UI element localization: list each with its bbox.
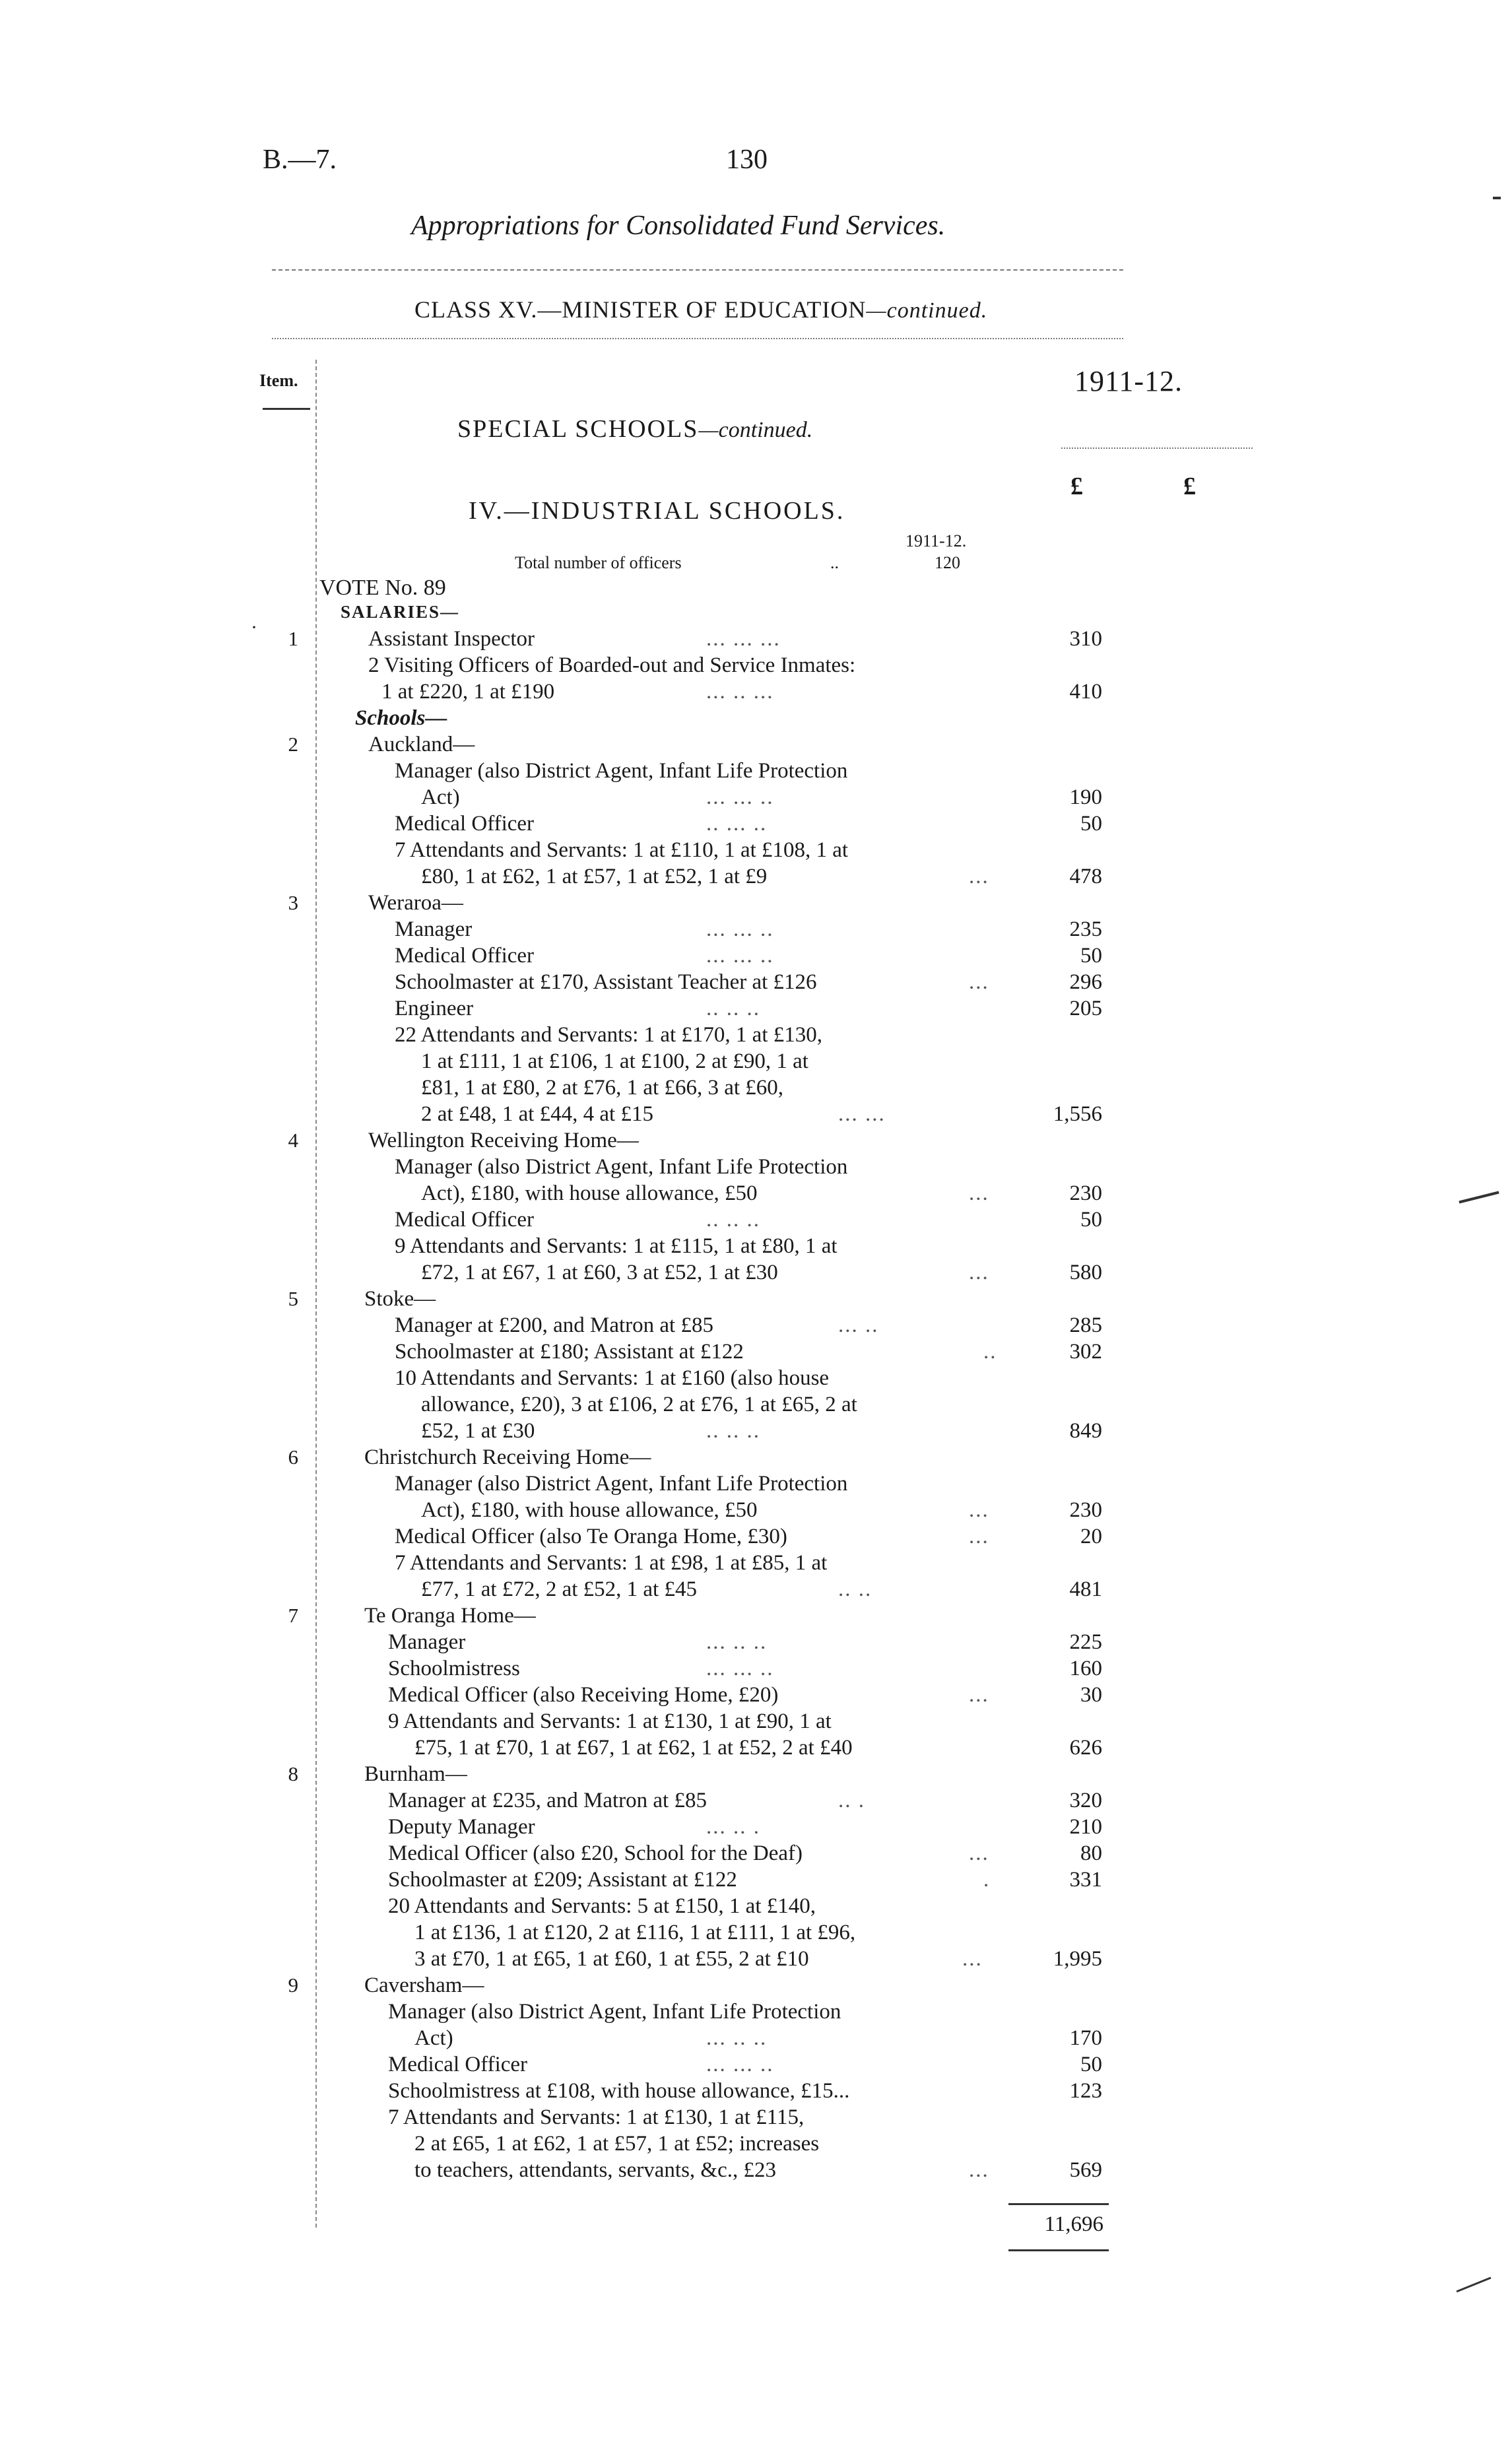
line-amount: 30 xyxy=(1080,1683,1102,1707)
item-column-divider xyxy=(315,360,317,2228)
item-number: 4 xyxy=(288,1129,298,1152)
item-number: 7 xyxy=(288,1604,298,1627)
leader-dots: .. .. xyxy=(838,1577,872,1601)
line-description: Burnham— xyxy=(364,1762,467,1786)
line-amount: 310 xyxy=(1069,627,1102,651)
leader-dots: ... xyxy=(969,970,989,994)
leader-dots: ... xyxy=(969,1181,989,1205)
leader-dots: .. .. .. xyxy=(706,997,760,1020)
currency-header-2: £ xyxy=(1183,473,1196,500)
page-title: Appropriations for Consolidated Fund Services. xyxy=(411,211,946,241)
leader-dots: ... xyxy=(969,865,989,888)
line-description: 22 Attendants and Servants: 1 at £170, 1 at £130, xyxy=(395,1023,822,1047)
line-amount: 849 xyxy=(1069,1419,1102,1443)
line-description: 2 at £48, 1 at £44, 4 at £15 xyxy=(421,1102,653,1126)
schools-heading: Schools— xyxy=(355,706,447,730)
leader-dots: ... xyxy=(969,1261,989,1284)
line-description: 1 at £136, 1 at £120, 2 at £116, 1 at £111, 1 at £96, xyxy=(414,1921,856,1944)
leader-dots: .. .. .. xyxy=(706,1419,760,1443)
line-description: £81, 1 at £80, 2 at £76, 1 at £66, 3 at £60, xyxy=(421,1076,784,1100)
line-description: Caversham— xyxy=(364,1973,484,1997)
leader-dots: ... ... xyxy=(838,1102,886,1126)
line-description: Act) xyxy=(414,2026,453,2050)
leader-dots: .. . xyxy=(838,1789,865,1812)
line-amount: 170 xyxy=(1069,2026,1102,2050)
leader-dots: .. .. .. xyxy=(706,1208,760,1232)
class-heading: CLASS XV.—MINISTER OF EDUCATION—continued. xyxy=(414,296,988,323)
line-description: 2 Visiting Officers of Boarded-out and Service Inmates: xyxy=(368,653,856,677)
line-description: Auckland— xyxy=(368,733,475,756)
line-description: £75, 1 at £70, 1 at £67, 1 at £62, 1 at £52, 2 at £40 xyxy=(414,1736,853,1760)
line-amount: 123 xyxy=(1069,2079,1102,2103)
leader-dots: ... .. .. xyxy=(706,1630,768,1654)
line-description: Weraroa— xyxy=(368,891,463,915)
officers-dots: .. xyxy=(830,553,839,572)
line-amount: 230 xyxy=(1069,1181,1102,1205)
line-description: 10 Attendants and Servants: 1 at £160 (also house xyxy=(395,1366,830,1390)
line-description: Medical Officer xyxy=(395,812,535,836)
line-description: £80, 1 at £62, 1 at £57, 1 at £52, 1 at £9 xyxy=(421,865,768,888)
officers-label: Total number of officers xyxy=(515,553,682,572)
line-description: 9 Attendants and Servants: 1 at £130, 1 at £90, 1 at xyxy=(388,1709,832,1733)
item-number: 2 xyxy=(288,733,298,756)
line-amount: 50 xyxy=(1080,1208,1102,1232)
leader-dots: ... ... .. xyxy=(706,944,774,968)
line-description: 9 Attendants and Servants: 1 at £115, 1 at £80, 1 at xyxy=(395,1234,838,1258)
line-amount: 230 xyxy=(1069,1498,1102,1522)
line-description: Medical Officer xyxy=(388,2053,528,2076)
leader-dots: ... ... .. xyxy=(706,917,774,941)
leader-dots: .. xyxy=(983,1340,997,1364)
line-amount: 569 xyxy=(1069,2158,1102,2182)
line-description: 7 Attendants and Servants: 1 at £110, 1 at £108, 1 at xyxy=(395,838,849,862)
line-description: Act), £180, with house allowance, £50 xyxy=(421,1181,758,1205)
item-number: 3 xyxy=(288,891,298,914)
officers-year: 1911-12. xyxy=(905,531,967,550)
line-amount: 302 xyxy=(1069,1340,1102,1364)
line-amount: 580 xyxy=(1069,1261,1102,1284)
line-amount: 1,556 xyxy=(1053,1102,1102,1126)
line-description: Medical Officer xyxy=(395,1208,535,1232)
leader-dots: ... xyxy=(969,1525,989,1548)
margin-mark xyxy=(1493,197,1501,199)
line-description: Deputy Manager xyxy=(388,1815,535,1839)
line-amount: 20 xyxy=(1080,1525,1102,1548)
currency-header-1: £ xyxy=(1070,473,1083,500)
leader-dots: ... xyxy=(969,1841,989,1865)
line-description: Engineer xyxy=(395,997,474,1020)
total-rule-top xyxy=(1008,2203,1109,2205)
line-description: Stoke— xyxy=(364,1287,436,1311)
line-amount: 626 xyxy=(1069,1736,1102,1760)
line-description: Medical Officer (also £20, School for the Deaf) xyxy=(388,1841,803,1865)
item-number: 1 xyxy=(288,627,298,650)
leader-dots: ... ... .. xyxy=(706,1657,774,1680)
line-description: Te Oranga Home— xyxy=(364,1604,536,1628)
line-description: £52, 1 at £30 xyxy=(421,1419,535,1443)
title-divider xyxy=(272,269,1123,271)
line-description: 1 at £220, 1 at £190 xyxy=(381,680,555,704)
line-amount: 50 xyxy=(1080,2053,1102,2076)
item-number: 9 xyxy=(288,1973,298,1997)
section-heading: SPECIAL SCHOOLS—continued. xyxy=(457,415,813,443)
line-description: Medical Officer (also Receiving Home, £20) xyxy=(388,1683,779,1707)
leader-dots: ... xyxy=(969,1683,989,1707)
line-description: Manager (also District Agent, Infant Life Protection xyxy=(388,2000,841,2024)
line-description: Schoolmaster at £180; Assistant at £122 xyxy=(395,1340,744,1364)
line-description: Schoolmaster at £170, Assistant Teacher at £126 xyxy=(395,970,817,994)
line-description: 7 Attendants and Servants: 1 at £98, 1 at £85, 1 at xyxy=(395,1551,828,1575)
line-amount: 235 xyxy=(1069,917,1102,941)
officers-count: 120 xyxy=(935,553,960,572)
line-description: allowance, £20), 3 at £106, 2 at £76, 1 at £65, 2 at xyxy=(421,1393,857,1416)
line-description: Manager (also District Agent, Infant Life Protection xyxy=(395,759,848,783)
line-amount: 481 xyxy=(1069,1577,1102,1601)
line-amount: 296 xyxy=(1069,970,1102,994)
line-amount: 225 xyxy=(1069,1630,1102,1654)
line-amount: 1,995 xyxy=(1053,1947,1102,1971)
leader-dots: ... ... .. xyxy=(706,2053,774,2076)
line-description: 3 at £70, 1 at £65, 1 at £60, 1 at £55, 2 at £10 xyxy=(414,1947,809,1971)
line-description: Manager (also District Agent, Infant Life Protection xyxy=(395,1472,848,1496)
line-description: Manager xyxy=(388,1630,466,1654)
line-description: 7 Attendants and Servants: 1 at £130, 1 at £115, xyxy=(388,2105,805,2129)
line-description: Medical Officer (also Te Oranga Home, £30) xyxy=(395,1525,787,1548)
document-reference: B.—7. xyxy=(263,145,337,175)
line-description: Act), £180, with house allowance, £50 xyxy=(421,1498,758,1522)
leader-dots: .. ... .. xyxy=(706,812,768,836)
item-number: 8 xyxy=(288,1762,298,1785)
line-description: £77, 1 at £72, 2 at £52, 1 at £45 xyxy=(421,1577,697,1601)
page-number: 130 xyxy=(726,145,768,175)
line-description: Manager at £200, and Matron at £85 xyxy=(395,1313,713,1337)
line-description: Medical Officer xyxy=(395,944,535,968)
line-amount: 331 xyxy=(1069,1868,1102,1892)
leader-dots: ... .. xyxy=(838,1313,879,1337)
line-description: Manager at £235, and Matron at £85 xyxy=(388,1789,707,1812)
line-amount: 80 xyxy=(1080,1841,1102,1865)
line-description: Manager (also District Agent, Infant Life Protection xyxy=(395,1155,848,1179)
line-amount: 190 xyxy=(1069,785,1102,809)
line-amount: 285 xyxy=(1069,1313,1102,1337)
leader-dots: ... .. ... xyxy=(706,680,774,704)
line-description: Assistant Inspector xyxy=(368,627,535,651)
vote-number: VOTE No. 89 xyxy=(319,576,446,600)
line-description: Schoolmistress at £108, with house allowance, £15... xyxy=(388,2079,850,2103)
line-description: Wellington Receiving Home— xyxy=(368,1129,639,1152)
leader-dots: ... ... .. xyxy=(706,785,774,809)
leader-dots: ... .. .. xyxy=(706,2026,768,2050)
item-number: 5 xyxy=(288,1287,298,1310)
line-description: Manager xyxy=(395,917,473,941)
line-description: Schoolmaster at £209; Assistant at £122 xyxy=(388,1868,737,1892)
leader-dots: . xyxy=(983,1868,991,1892)
subsection-heading: IV.—INDUSTRIAL SCHOOLS. xyxy=(469,497,845,525)
line-amount: 205 xyxy=(1069,997,1102,1020)
line-amount: 210 xyxy=(1069,1815,1102,1839)
line-description: 2 at £65, 1 at £62, 1 at £57, 1 at £52; increases xyxy=(414,2132,820,2156)
leader-dots: ... xyxy=(969,2158,989,2182)
line-description: 20 Attendants and Servants: 5 at £150, 1 at £140, xyxy=(388,1894,816,1918)
line-description: £72, 1 at £67, 1 at £60, 3 at £52, 1 at £30 xyxy=(421,1261,778,1284)
margin-mark xyxy=(1459,1191,1499,1204)
line-amount: 160 xyxy=(1069,1657,1102,1680)
line-description: Christchurch Receiving Home— xyxy=(364,1445,651,1469)
line-amount: 478 xyxy=(1069,865,1102,888)
year-column-header: 1911-12. xyxy=(1074,365,1183,397)
salaries-heading: SALARIES— xyxy=(341,602,460,622)
grand-total: 11,696 xyxy=(1044,2212,1103,2236)
line-description: Schoolmistress xyxy=(388,1657,520,1680)
line-amount: 410 xyxy=(1069,680,1102,704)
class-divider xyxy=(272,338,1123,339)
line-amount: 50 xyxy=(1080,812,1102,836)
item-header-rule xyxy=(263,408,310,410)
leader-dots: ... ... ... xyxy=(706,627,781,651)
total-rule-bottom xyxy=(1008,2249,1109,2251)
year-header-rule xyxy=(1061,447,1253,449)
leader-dots: ... xyxy=(962,1947,983,1971)
margin-tick: · xyxy=(251,616,257,638)
item-number: 6 xyxy=(288,1445,298,1469)
leader-dots: ... xyxy=(969,1498,989,1522)
item-column-header: Item. xyxy=(259,371,298,390)
margin-mark xyxy=(1456,2277,1491,2293)
line-amount: 320 xyxy=(1069,1789,1102,1812)
line-description: Act) xyxy=(421,785,460,809)
line-description: 1 at £111, 1 at £106, 1 at £100, 2 at £90, 1 at xyxy=(421,1049,808,1073)
line-amount: 50 xyxy=(1080,944,1102,968)
line-description: to teachers, attendants, servants, &c., £23 xyxy=(414,2158,776,2182)
leader-dots: ... .. . xyxy=(706,1815,760,1839)
